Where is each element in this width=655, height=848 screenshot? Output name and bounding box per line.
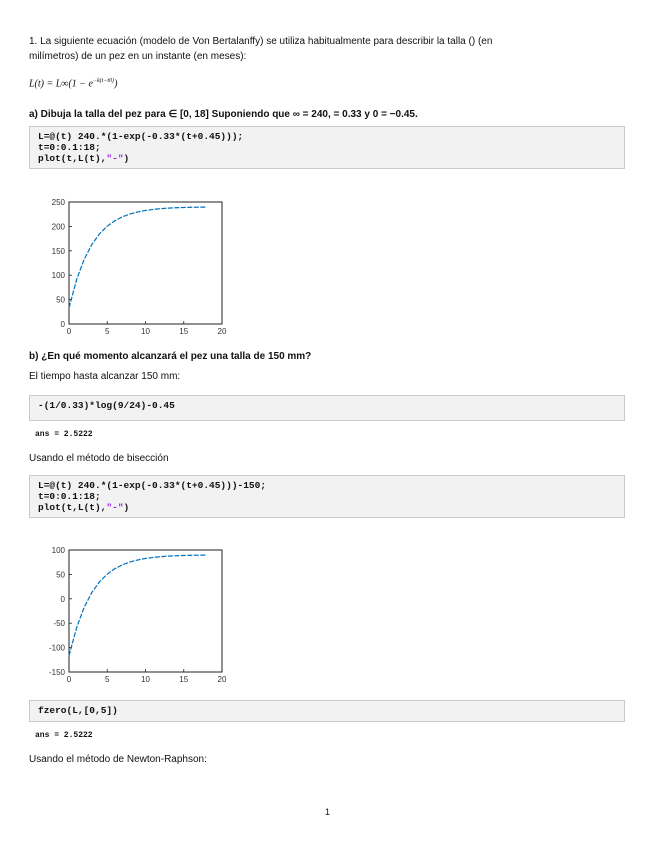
x-tick-label: 20 — [217, 675, 227, 684]
code-fragment: ) — [123, 502, 130, 513]
equation-close: ) — [114, 78, 118, 90]
x-tick-label: 5 — [105, 327, 110, 336]
y-tick-label: -100 — [48, 643, 65, 653]
code-line: t=0:0.1:18; — [38, 142, 101, 153]
page-number: 1 — [324, 807, 330, 817]
code-block-plot-1[interactable] — [29, 126, 625, 169]
plot-axes-box — [69, 202, 222, 324]
plot-2-svg — [29, 542, 249, 690]
y-tick-label: -150 — [48, 668, 65, 677]
y-tick-label: 0 — [60, 320, 65, 329]
plot-1 — [29, 194, 249, 347]
code-block-fzero[interactable] — [29, 700, 625, 722]
y-tick-label: 100 — [51, 546, 65, 555]
x-tick-label: 10 — [141, 675, 150, 684]
plot-1-svg — [29, 194, 249, 342]
part-a-heading: a) Dibuja la talla del pez para ∈ [0, 18] Suponiendo que ∞ = 240, = 0.33 y 0 = −0.45. — [29, 109, 418, 120]
x-tick-label: 10 — [141, 327, 150, 336]
y-tick-label: 150 — [51, 246, 65, 256]
code-line: t=0:0.1:18; — [38, 491, 101, 502]
answer-output-2: ans = 2.5222 — [35, 731, 93, 740]
equation-main: L(t) = L∞(1 − e — [29, 78, 93, 90]
y-tick-label: 50 — [56, 295, 65, 305]
bertalanffy-equation — [29, 78, 117, 89]
answer-output-1: ans = 2.5222 — [35, 430, 93, 439]
code-line: fzero(L,[0,5]) — [38, 705, 118, 716]
newton-label: Usando el método de Newton-Raphson: — [29, 754, 207, 765]
code-fragment: plot(t,L(t), — [38, 153, 107, 164]
code-fragment: ) — [123, 153, 130, 164]
code-block-analytic[interactable] — [29, 395, 625, 421]
code-fragment: plot(t,L(t), — [38, 502, 107, 513]
equation-exponent: −k(t−t0) — [92, 78, 115, 84]
part-b-intro: El tiempo hasta alcanzar 150 mm: — [29, 371, 181, 382]
y-tick-label: 200 — [51, 222, 65, 232]
code-line: L=@(t) 240.*(1-exp(-0.33*(t+0.45))); — [38, 131, 244, 142]
code-line: -(1/0.33)*log(9/24)-0.45 — [38, 400, 175, 411]
part-b-heading: b) ¿En qué momento alcanzará el pez una talla de 150 mm? — [29, 351, 312, 362]
problem-text-line-2: milímetros) de un pez en un instante (en meses): — [29, 51, 247, 62]
x-tick-label: 20 — [217, 327, 227, 336]
code-line — [38, 502, 624, 513]
plot-2 — [29, 542, 249, 695]
problem-text-line-1: 1. La siguiente ecuación (modelo de Von Bertalanffy) se utiliza habitualmente para describir la talla () (en — [29, 36, 493, 47]
x-tick-label: 15 — [179, 675, 189, 684]
code-line — [38, 153, 624, 164]
y-tick-label: 0 — [60, 594, 65, 604]
code-string: "-" — [106, 502, 124, 513]
code-string: "-" — [106, 153, 124, 164]
y-tick-label: -50 — [53, 619, 65, 629]
x-tick-label: 0 — [66, 675, 72, 684]
x-tick-label: 5 — [105, 675, 110, 684]
x-tick-label: 15 — [179, 327, 189, 336]
y-tick-label: 100 — [51, 271, 65, 281]
x-tick-label: 0 — [66, 327, 72, 336]
code-line: L=@(t) 240.*(1-exp(-0.33*(t+0.45)))-150; — [38, 480, 267, 491]
code-block-plot-2[interactable] — [29, 475, 625, 518]
bisection-label: Usando el método de bisección — [29, 453, 169, 464]
plot-axes-box — [69, 550, 222, 672]
y-tick-label: 250 — [51, 198, 65, 207]
y-tick-label: 50 — [56, 570, 65, 580]
